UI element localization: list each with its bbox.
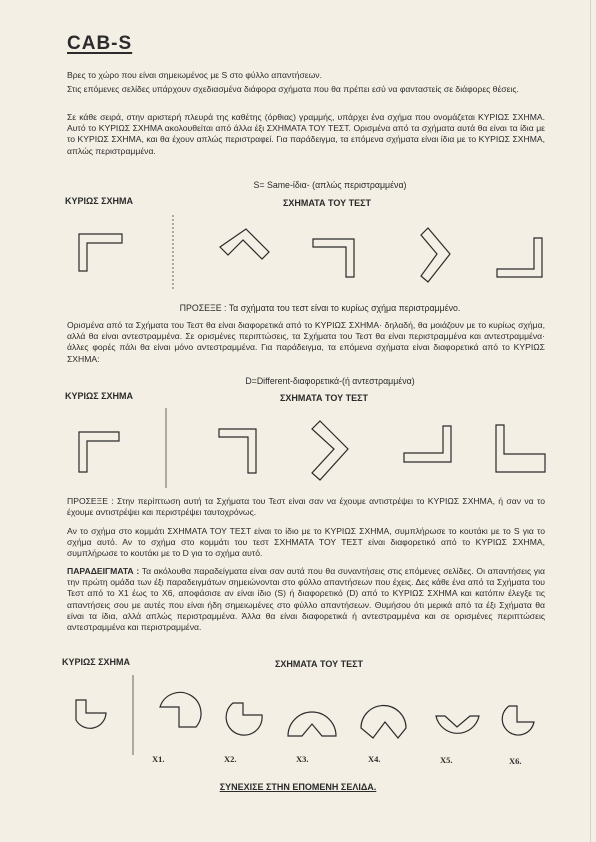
test-shape-x4: [361, 706, 406, 739]
paragraph-instructions: Αν το σχήμα στο κομμάτι ΣΧΗΜΑΤΑ ΤΟΥ ΤΕΣΤ είναι το ίδιο με το ΚΥΡΙΩΣ ΣΧΗΜΑ, συμπλήρωσε το κουτάκι με το S για το σχήμα αυτό. Αν το σχήμα στο κομμάτι του τεστ ΣΧΗΜΑΤΑ ΤΟΥ ΤΕΣΤ είναι διαφορετικό από το ΚΥΡΙΩΣ ΣΧΗΜΑ, συμπλήρωσε το κουτάκι με το D για το σχήμα αυτό.: [67, 526, 545, 559]
test-shape-row2-3: [404, 426, 451, 462]
test-shape-x2: [226, 703, 262, 735]
test-shape-x6: [502, 706, 534, 735]
main-shape-label-2: ΚΥΡΙΩΣ ΣΧΗΜΑ: [65, 391, 134, 401]
example-label-x5: X5.: [440, 755, 453, 765]
examples-heading: ΠΑΡΑΔΕΙΓΜΑΤΑ :: [67, 566, 140, 576]
note-2: ΠΡΟΣΕΞΕ : Στην περίπτωση αυτή τα Σχήματα του Τεστ είναι σαν να έχουμε αντιστρέψει το ΚΥΡΙΩΣ ΣΧΗΜΑ, ή σαν να το έχουμε αντιστρέψει και περιστρέψει ταυτοχρόνως.: [67, 496, 545, 518]
example-label-x1: X1.: [152, 754, 165, 764]
same-label: S= Same-ίδια- (απλώς περιστραμμένα): [253, 180, 407, 190]
page-title: CAB-S: [67, 33, 133, 54]
test-shape-x3: [288, 712, 336, 736]
test-shape-row2-4: [496, 425, 545, 472]
main-shape-row-3: [76, 700, 106, 728]
examples-text: Τα ακόλουθα παραδείγματα είναι σαν αυτά που θα συναντήσεις στις επόμενες σελίδες. Οι απαντήσεις για την πρώτη ομάδα των έξι παραδειγμάτων σημειώνονται στο φύλλο απαντήσεων που έχεις. Δες κάθε ένα από τα Σχήματα του Τεστ από το Χ1 έως το Χ6, αποφάσισε αν είναι ίδιο (S) ή διαφορετικό (D) από το ΚΥΡΙΩΣ ΣΧΗΜΑ και κατόπιν έλεγξε τις απαντήσεις σου με αυτές που είναι ήδη σημειωμένες στο φύλλο απαντήσεων. Θυμήσου ότι μερικά από τα έξι Σχήματα θα είναι τα ίδια, αλλά απλώς περιστραμμένα. Άλλα θα είναι διαφορετικά ή αντεστραμμένα και σε ορισμένες περιπτώσεις αντεστραμμένα και περιστραμμένα.: [67, 566, 545, 633]
footer-continue: ΣΥΝΕΧΙΣΕ ΣΤΗΝ ΕΠΟΜΕΝΗ ΣΕΛΙΔΑ.: [219, 782, 377, 792]
test-shape-row2-1: [219, 429, 256, 473]
test-shape-x1: [160, 692, 201, 727]
intro-paragraph-3: Σε κάθε σειρά, στην αριστερή πλευρά της καθέτης (όρθιας) γραμμής, υπάρχει ένα σχήμα που ονομάζεται ΚΥΡΙΩΣ ΣΧΗΜΑ. Αυτό το ΚΥΡΙΩΣ ΣΧΗΜΑ ακολουθείται από άλλα έξι ΣΧΗΜΑΤΑ ΤΟΥ ΤΕΣΤ. Ορισμένα από τα σχήματα αυτά θα είναι τα ίδια με το ΚΥΡΙΩΣ ΣΧΗΜΑ, και θα έχουν απλώς περιστραφεί. Για παράδειγμα, τα επόμενα σχήματα είναι ίδια με το ΚΥΡΙΩΣ ΣΧΗΜΑ, απλώς περιστραμμένα.: [67, 112, 545, 156]
example-label-x3: X3.: [296, 754, 309, 764]
test-shape-row1-1: [220, 229, 269, 259]
intro-paragraph-1: Βρες το χώρο που είναι σημειωμένος με S στο φύλλο απαντήσεων.: [67, 70, 322, 80]
test-shape-row1-3: [421, 228, 450, 282]
test-shape-row1-2: [313, 239, 354, 277]
different-label: D=Different-διαφορετικά-(ή αντεστραμμένα): [245, 376, 415, 386]
test-shape-x5: [436, 716, 479, 733]
main-shape-row-1: [79, 234, 122, 271]
paragraph-different: Ορισμένα από τα Σχήματα του Τεστ θα είναι διαφορετικά από το ΚΥΡΙΩΣ ΣΧΗΜΑ· δηλαδή, θα μοιάζουν με το κυρίως σχήμα, αλλά θα είναι αντεστραμμένα. Σε ορισμένες περιπτώσεις, τα Σχήματα του Τεστ θα είναι περιστραμμένα και αντεστραμμένα· άλλες φορές πάλι θα είναι μόνο αντεστραμμένα. Για παράδειγμα, τα επόμενα σχήματα είναι διαφορετικά από το ΚΥΡΙΩΣ ΣΧΗΜΑ:: [67, 320, 545, 364]
test-shapes-label-3: ΣΧΗΜΑΤΑ ΤΟΥ ΤΕΣΤ: [275, 659, 363, 669]
main-shape-label-1: ΚΥΡΙΩΣ ΣΧΗΜΑ: [65, 196, 134, 206]
test-shapes-label-1: ΣΧΗΜΑΤΑ ΤΟΥ ΤΕΣΤ: [283, 198, 371, 208]
test-shape-row2-2: [312, 421, 348, 480]
note-1: ΠΡΟΣΕΞΕ : Τα σχήματα του τεστ είναι το κυρίως σχήμα περιστραμμένο.: [179, 303, 461, 313]
main-shape-label-3: ΚΥΡΙΩΣ ΣΧΗΜΑ: [62, 657, 131, 667]
example-label-x4: X4.: [368, 754, 381, 764]
example-label-x6: X6.: [509, 756, 522, 766]
test-shape-row1-4: [497, 238, 542, 277]
example-label-x2: X2.: [224, 754, 237, 764]
test-shapes-label-2: ΣΧΗΜΑΤΑ ΤΟΥ ΤΕΣΤ: [280, 393, 368, 403]
intro-paragraph-2: Στις επόμενες σελίδες υπάρχουν σχεδιασμένα διάφορα σχήματα που θα πρέπει εσύ να φανταστείς σε διάφορες θέσεις.: [67, 84, 519, 94]
main-shape-row-2: [79, 432, 119, 472]
